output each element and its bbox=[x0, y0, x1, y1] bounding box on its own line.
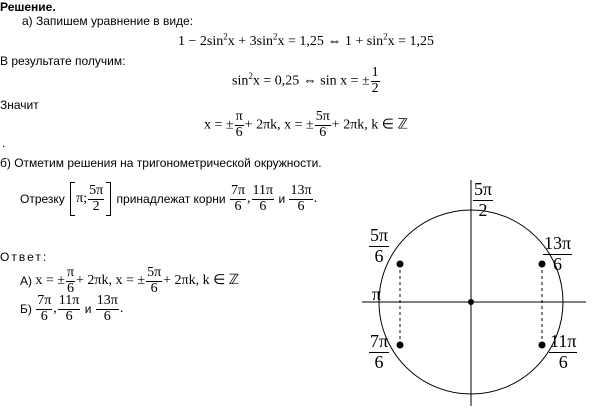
equation-2: $\sin^2x = 0,25$ ⇔ sin x = ± $\frac{1}{2}$ bbox=[232, 65, 379, 96]
label-pi: π bbox=[372, 284, 382, 304]
answer-b: Б) $\frac{7\pi}{6}$ , $\frac{11\pi}{6}$ и $\frac{13\pi}{6}$ . bbox=[20, 293, 124, 324]
point-5pi-6 bbox=[397, 261, 404, 268]
point-11pi-6 bbox=[539, 342, 546, 349]
part-a-intro: а) Запишем уравнение в виде: bbox=[22, 14, 194, 28]
result-text: В результате получим: bbox=[0, 54, 126, 68]
label-7pi-6: $\frac{7\pi}{6}$ bbox=[370, 331, 389, 372]
label-11pi-6: $\frac{11\pi}{6}$ bbox=[550, 331, 577, 372]
equation-3: x = ± $\frac{\pi}{6}$ + 2πk, x = ± $\frac{5\pi}{6}$ + 2πk, k ∈ ℤ bbox=[204, 109, 408, 140]
answer-label: Ответ: bbox=[0, 250, 49, 264]
therefore-text: Значит bbox=[0, 98, 39, 112]
center-point bbox=[468, 299, 474, 305]
point-7pi-6 bbox=[397, 342, 404, 349]
equation-1: $1 - 2\sin^2x + 3\sin^2x = 1,25$ ⇔ $1 + \sin^2x = 1,25$ bbox=[178, 31, 435, 49]
stray-dot: . bbox=[2, 136, 6, 150]
answer-a: А) x = ± $\frac{\pi}{6}$ + 2πk, x = ± $\frac{5\pi}{6}$ + 2πk, k ∈ ℤ bbox=[20, 265, 240, 296]
segment-sentence: Отрезку π; $\frac{5\pi}{2}$ принадлежат корни $\frac{7\pi}{6}$ , $\frac{11\pi}{6}$ и $\frac{13\pi}{6}$ . bbox=[20, 183, 318, 214]
part-b-intro: б) Отметим решения на тригонометрической окружности. bbox=[0, 156, 322, 170]
solution-heading: Решение. bbox=[0, 0, 56, 14]
label-13pi-6: $\frac{13\pi}{6}$ bbox=[544, 233, 572, 274]
label-5pi-2: $\frac{5\pi}{2}$ bbox=[474, 179, 493, 220]
label-5pi-6: $\frac{5\pi}{6}$ bbox=[370, 225, 389, 266]
